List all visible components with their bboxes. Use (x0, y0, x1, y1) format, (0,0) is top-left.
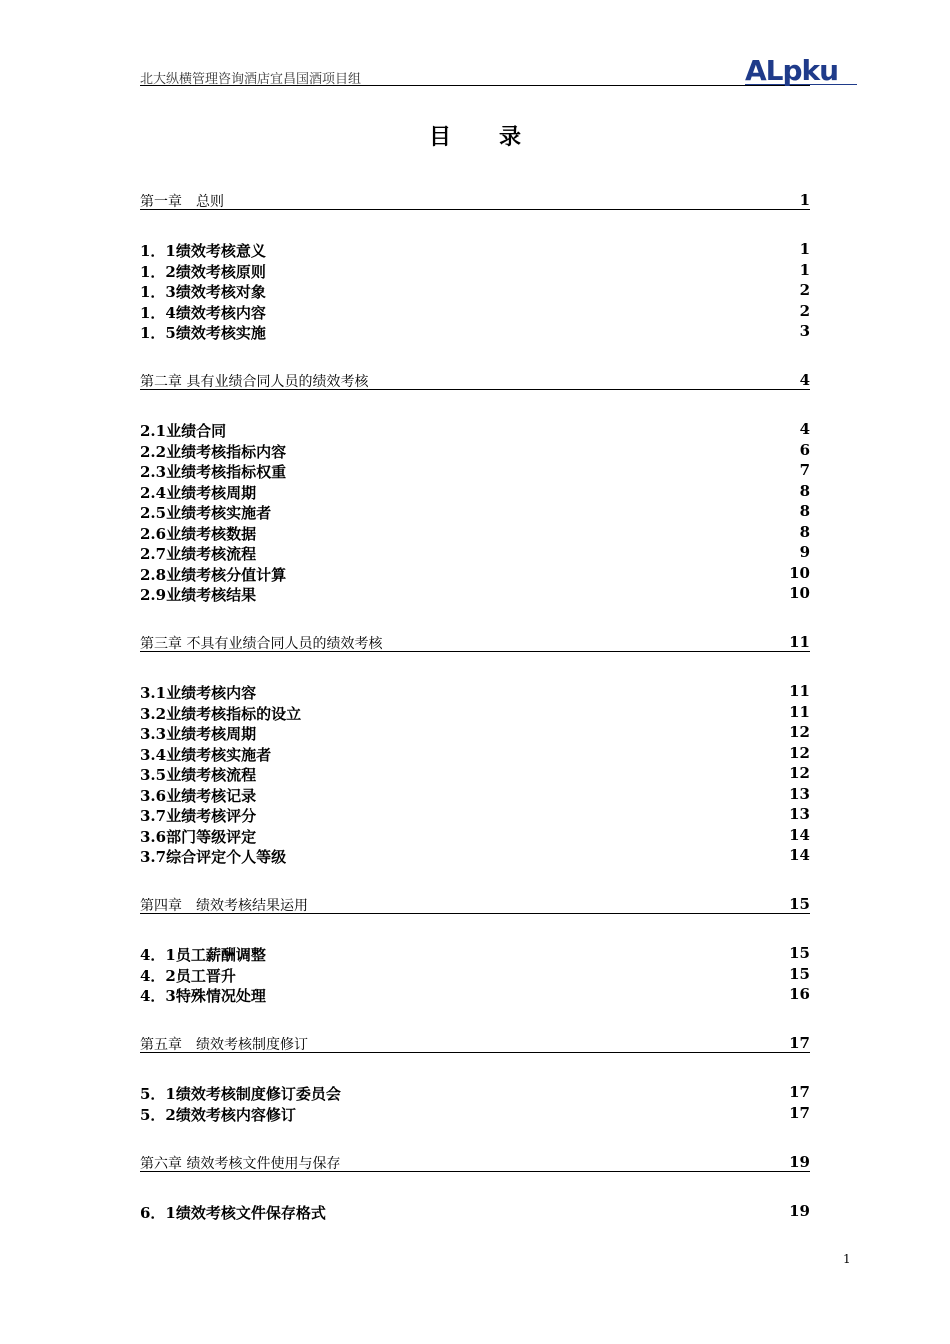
toc-chapter[interactable] (140, 191, 810, 211)
toc-page-number: 11 (789, 702, 810, 721)
toc-entry[interactable] (140, 302, 810, 322)
toc-label: 1．4绩效考核内容 (140, 303, 266, 322)
toc-label: 3.4业绩考核实施者 (140, 745, 272, 764)
toc-label: 3.3业绩考核周期 (140, 725, 257, 743)
toc-label: 2.2业绩考核指标内容 (140, 442, 287, 461)
toc-page-number: 12 (789, 743, 810, 762)
toc-page-number: 9 (799, 543, 810, 561)
toc-page-number: 17 (789, 1083, 810, 1101)
toc-page-number: 15 (789, 964, 810, 983)
toc-page-number: 8 (799, 502, 810, 520)
toc-page-number: 2 (799, 281, 810, 299)
toc-entry[interactable] (140, 944, 810, 964)
toc-label: 第一章 总则 (140, 194, 224, 210)
toc-entry[interactable] (140, 744, 810, 764)
toc-page-number: 16 (789, 985, 810, 1003)
toc-page-number: 17 (789, 1103, 810, 1122)
toc-label: 5．1绩效考核制度修订委员会 (140, 1085, 341, 1103)
toc-page-number: 11 (789, 633, 810, 651)
company-logo (745, 54, 860, 88)
toc-entry[interactable] (140, 584, 810, 604)
toc-chapter[interactable] (140, 371, 810, 391)
toc-entry[interactable] (140, 985, 810, 1005)
toc-label: 2.7业绩考核流程 (140, 545, 257, 563)
toc-label: 5．2绩效考核内容修订 (140, 1105, 296, 1124)
toc-page-number: 8 (799, 481, 810, 500)
toc-chapter-rule (140, 1052, 810, 1053)
toc-label: 4．3特殊情况处理 (140, 987, 266, 1005)
toc-entry[interactable] (140, 1202, 810, 1222)
toc-entry[interactable] (140, 502, 810, 522)
toc-page-number: 11 (789, 682, 810, 700)
toc-page-number: 15 (789, 944, 810, 962)
toc-label: 2.6业绩考核数据 (140, 524, 257, 543)
toc-label: 第五章 绩效考核制度修订 (140, 1037, 308, 1053)
toc-page-number: 10 (789, 584, 810, 602)
page-header (140, 66, 810, 86)
toc-entry[interactable] (140, 523, 810, 543)
toc-entry[interactable] (140, 1104, 810, 1124)
toc-label: 3.6部门等级评定 (140, 827, 257, 846)
toc-entry[interactable] (140, 723, 810, 743)
toc-page-number: 13 (789, 805, 810, 823)
toc-page-number: 2 (799, 301, 810, 320)
toc-label: 3.7综合评定个人等级 (140, 848, 287, 866)
toc-entry[interactable] (140, 441, 810, 461)
toc-label: 1．5绩效考核实施 (140, 324, 266, 342)
toc-label: 2.1业绩合同 (140, 422, 227, 440)
toc-page-number: 8 (799, 522, 810, 541)
toc-label: 2.8业绩考核分值计算 (140, 565, 287, 584)
toc-page-number: 3 (799, 322, 810, 340)
toc-page-number: 13 (789, 784, 810, 803)
toc-label: 第三章 不具有业绩合同人员的绩效考核 (140, 636, 383, 652)
toc-entry[interactable] (140, 281, 810, 301)
toc-entry[interactable] (140, 1083, 810, 1103)
toc-entry[interactable] (140, 322, 810, 342)
toc-entry[interactable] (140, 461, 810, 481)
toc-entry[interactable] (140, 682, 810, 702)
toc-chapter[interactable] (140, 633, 810, 653)
header-text: 北大纵横管理咨询酒店宜昌国酒项目组 (140, 72, 362, 87)
toc-page-number: 17 (789, 1034, 810, 1052)
toc-page-number: 1 (799, 191, 810, 209)
toc-entry[interactable] (140, 764, 810, 784)
toc-chapter-rule (140, 913, 810, 914)
toc-label: 3.1业绩考核内容 (140, 684, 257, 702)
toc-label: 2.3业绩考核指标权重 (140, 463, 287, 481)
toc-label: 4．2员工晋升 (140, 966, 236, 985)
toc-label: 3.6业绩考核记录 (140, 786, 257, 805)
logo-text: ALpku (745, 54, 839, 87)
toc-chapter[interactable] (140, 895, 810, 915)
toc-page-number: 6 (799, 440, 810, 459)
toc-page-number: 4 (799, 371, 810, 389)
toc-label: 2.9业绩考核结果 (140, 586, 257, 604)
toc-entry[interactable] (140, 240, 810, 260)
toc-entry[interactable] (140, 261, 810, 281)
toc-page-number: 19 (789, 1152, 810, 1171)
toc-chapter[interactable] (140, 1034, 810, 1054)
toc-page-number: 19 (789, 1201, 810, 1220)
toc-entry[interactable] (140, 785, 810, 805)
toc-page-number: 12 (789, 764, 810, 782)
toc-entry[interactable] (140, 482, 810, 502)
toc-entry[interactable] (140, 543, 810, 563)
toc-page-number: 1 (799, 260, 810, 279)
toc-label: 3.2业绩考核指标的设立 (140, 704, 302, 723)
toc-label: 第六章 绩效考核文件使用与保存 (140, 1155, 341, 1172)
toc-label: 2.4业绩考核周期 (140, 483, 257, 502)
toc-page-number: 15 (789, 895, 810, 913)
toc-entry[interactable] (140, 564, 810, 584)
toc-page-number: 14 (789, 825, 810, 844)
toc-page-number: 14 (789, 846, 810, 864)
toc-chapter-rule (140, 209, 810, 210)
page-title: 目录 (428, 124, 569, 150)
toc-chapter-rule (140, 651, 810, 652)
toc-label: 2.5业绩考核实施者 (140, 504, 272, 522)
toc-entry[interactable] (140, 965, 810, 985)
logo-underline (745, 84, 857, 85)
page-number: 1 (843, 1252, 851, 1266)
toc-entry[interactable] (140, 826, 810, 846)
toc-label: 6．1绩效考核文件保存格式 (140, 1203, 326, 1222)
toc-chapter-rule (140, 389, 810, 390)
toc-label: 第四章 绩效考核结果运用 (140, 898, 308, 914)
toc-page-number: 4 (799, 420, 810, 438)
toc-label: 1．3绩效考核对象 (140, 283, 266, 301)
toc-page-number: 12 (789, 723, 810, 741)
toc-label: 1．1绩效考核意义 (140, 242, 266, 260)
toc-label: 4．1员工薪酬调整 (140, 946, 266, 964)
toc-page-number: 10 (789, 563, 810, 582)
toc-entry[interactable] (140, 703, 810, 723)
toc-entry[interactable] (140, 420, 810, 440)
toc-page-number: 1 (799, 240, 810, 258)
header-rule (140, 85, 810, 86)
toc-label: 3.5业绩考核流程 (140, 766, 257, 784)
toc-entry[interactable] (140, 805, 810, 825)
toc-page-number: 7 (799, 461, 810, 479)
toc-label: 1．2绩效考核原则 (140, 262, 266, 281)
toc-chapter[interactable] (140, 1153, 810, 1173)
toc-chapter-rule (140, 1171, 810, 1172)
toc-entry[interactable] (140, 846, 810, 866)
toc-label: 3.7业绩考核评分 (140, 807, 257, 825)
toc-label: 第二章 具有业绩合同人员的绩效考核 (140, 374, 369, 390)
